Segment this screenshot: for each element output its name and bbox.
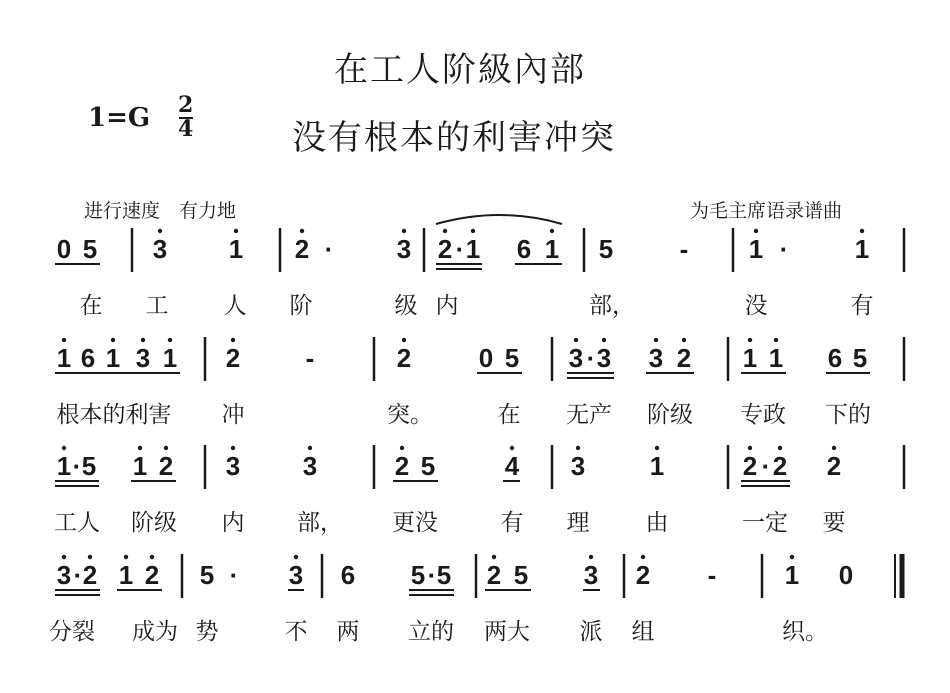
jianpu-note: 1 (544, 234, 560, 264)
jianpu-note: 1 (132, 451, 148, 481)
jianpu-note: 1 (748, 234, 764, 264)
jianpu-note: 1 (228, 234, 244, 264)
jianpu-note: 2 (396, 343, 412, 373)
jianpu-note: 6 (80, 343, 96, 373)
jianpu-note: 3 (302, 451, 318, 481)
jianpu-note: 3 (583, 560, 599, 590)
lyric-syllable: 不 (284, 619, 308, 645)
jianpu-note: 3 (225, 451, 241, 481)
high-octave-dot (158, 229, 162, 233)
lyric-syllable: 工 (145, 293, 169, 319)
lyric-syllable: 有 (850, 293, 874, 319)
lyric-syllable: 由 (645, 510, 669, 536)
jianpu-note: 0 (478, 343, 494, 373)
high-octave-dot (164, 446, 168, 450)
jianpu-note: 2 (676, 343, 692, 373)
jianpu-note: 1 (649, 451, 665, 481)
high-octave-dot (402, 338, 406, 342)
lyric-syllable: 没 (744, 293, 768, 319)
jianpu-note: 6 (827, 343, 843, 373)
jianpu-note: 1 (742, 343, 758, 373)
lyric-syllable: 立的 (408, 619, 454, 645)
lyric-syllable: 织。 (782, 619, 828, 645)
slur (436, 215, 562, 224)
time-bottom: 4 (178, 115, 194, 142)
jianpu-note: 3 (596, 343, 612, 373)
jianpu-note: 5 (852, 343, 868, 373)
high-octave-dot (832, 446, 836, 450)
high-octave-dot (641, 555, 645, 559)
jianpu-note: 5 (199, 560, 215, 590)
lyric-syllable: 无产 (566, 402, 612, 428)
jianpu-note: 2 (82, 560, 98, 590)
high-octave-dot (62, 555, 66, 559)
jianpu-note: 1 (56, 343, 72, 373)
high-octave-dot (141, 338, 145, 342)
jianpu-note: 4 (504, 451, 520, 481)
lyric-syllable: 成为 (132, 619, 178, 645)
sustain-dash: - (707, 560, 717, 590)
lyric-syllable: 内 (221, 510, 245, 536)
song-title-line2: 没有根本的利害冲突 (292, 118, 616, 158)
lyric-syllable: 阶级 (131, 510, 177, 536)
jianpu-note: 5 (420, 451, 436, 481)
jianpu-note: 2 (826, 451, 842, 481)
high-octave-dot (778, 446, 782, 450)
jianpu-note: 3 (568, 343, 584, 373)
lyric-syllable: 突。 (387, 402, 433, 428)
sustain-dash: - (305, 343, 315, 373)
lyric-syllable: 阶 (289, 293, 313, 319)
high-octave-dot (682, 338, 686, 342)
high-octave-dot (443, 229, 447, 233)
sustain-dash: - (679, 234, 689, 264)
jianpu-note: 1 (105, 343, 121, 373)
lyric-syllable: 人 (223, 293, 247, 319)
tempo-marking: 进行速度 有力地 (84, 200, 237, 222)
lyric-syllable: 部， (589, 293, 635, 319)
jianpu-note: 2 (225, 343, 241, 373)
jianpu-note: 3 (288, 560, 304, 590)
high-octave-dot (308, 446, 312, 450)
jianpu-note: 5 (82, 234, 98, 264)
lyric-syllable: 派 (579, 619, 603, 645)
jianpu-note: 6 (340, 560, 356, 590)
lyric-syllable: 更没 (392, 510, 438, 536)
augmentation-dot: · (761, 451, 771, 481)
augmentation-dot: · (73, 560, 83, 590)
high-octave-dot (400, 446, 404, 450)
high-octave-dot (589, 555, 593, 559)
jianpu-note: 2 (437, 234, 453, 264)
jianpu-note: 1 (465, 234, 481, 264)
jianpu-note: 3 (152, 234, 168, 264)
lyric-syllable: 阶级 (647, 402, 693, 428)
high-octave-dot (576, 446, 580, 450)
key-label: 1=G (88, 103, 151, 133)
augmentation-dot: · (455, 234, 465, 264)
jianpu-note: 1 (768, 343, 784, 373)
high-octave-dot (860, 229, 864, 233)
high-octave-dot (234, 229, 238, 233)
jianpu-note: 5 (598, 234, 614, 264)
high-octave-dot (402, 229, 406, 233)
lyric-syllable: 在 (497, 402, 521, 428)
lyric-syllable: 组 (631, 619, 655, 645)
high-octave-dot (111, 338, 115, 342)
high-octave-dot (124, 555, 128, 559)
time-top: 2 (178, 92, 194, 118)
augmentation-dot: · (779, 234, 789, 264)
high-octave-dot (138, 446, 142, 450)
jianpu-note: 2 (772, 451, 788, 481)
lyric-syllable: 理 (566, 510, 590, 536)
high-octave-dot (574, 338, 578, 342)
high-octave-dot (655, 446, 659, 450)
high-octave-dot (471, 229, 475, 233)
high-octave-dot (150, 555, 154, 559)
jianpu-note: 2 (635, 560, 651, 590)
high-octave-dot (654, 338, 658, 342)
credit-line: 为毛主席语录谱曲 (690, 200, 843, 222)
lyric-syllable: 工人 (54, 510, 100, 536)
high-octave-dot (62, 446, 66, 450)
jianpu-note: 2 (742, 451, 758, 481)
jianpu-note: 5 (410, 560, 426, 590)
lyric-syllable: 级 (394, 293, 418, 319)
jianpu-note: 5 (513, 560, 529, 590)
high-octave-dot (88, 555, 92, 559)
jianpu-note: 3 (396, 234, 412, 264)
lyric-syllable: 部， (297, 510, 343, 536)
jianpu-note: 3 (135, 343, 151, 373)
jianpu-note: 5 (81, 451, 97, 481)
lyric-syllable: 下的 (825, 402, 871, 428)
high-octave-dot (300, 229, 304, 233)
jianpu-note: 1 (56, 451, 72, 481)
high-octave-dot (231, 446, 235, 450)
augmentation-dot: · (324, 234, 334, 264)
jianpu-note: 2 (144, 560, 160, 590)
jianpu-note: 2 (294, 234, 310, 264)
jianpu-note: 5 (504, 343, 520, 373)
high-octave-dot (168, 338, 172, 342)
high-octave-dot (294, 555, 298, 559)
augmentation-dot: · (229, 560, 239, 590)
song-title-line1: 在工人阶級內部 (334, 50, 586, 90)
lyric-syllable: 有 (500, 510, 524, 536)
jianpu-note: 1 (118, 560, 134, 590)
jianpu-note: 0 (838, 560, 854, 590)
augmentation-dot: · (586, 343, 596, 373)
jianpu-note: 3 (648, 343, 664, 373)
lyric-syllable: 内 (435, 293, 459, 319)
lyric-syllable: 势 (195, 619, 219, 645)
high-octave-dot (231, 338, 235, 342)
lyric-syllable: 两 (336, 619, 360, 645)
high-octave-dot (62, 338, 66, 342)
lyric-syllable: 根本的利害 (56, 402, 172, 428)
high-octave-dot (510, 446, 514, 450)
high-octave-dot (748, 338, 752, 342)
lyric-syllable: 冲 (221, 402, 245, 428)
lyric-syllable: 要 (822, 510, 846, 536)
augmentation-dot: · (72, 451, 82, 481)
jianpu-note: 1 (854, 234, 870, 264)
high-octave-dot (550, 229, 554, 233)
high-octave-dot (774, 338, 778, 342)
jianpu-note: 2 (486, 560, 502, 590)
jianpu-note: 3 (56, 560, 72, 590)
jianpu-note: 3 (570, 451, 586, 481)
jianpu-note: 1 (784, 560, 800, 590)
jianpu-note: 2 (394, 451, 410, 481)
high-octave-dot (492, 555, 496, 559)
jianpu-note: 5 (436, 560, 452, 590)
high-octave-dot (748, 446, 752, 450)
lyric-syllable: 两大 (484, 619, 530, 645)
jianpu-note: 6 (516, 234, 532, 264)
jianpu-note: 1 (162, 343, 178, 373)
high-octave-dot (602, 338, 606, 342)
jianpu-note: 0 (56, 234, 72, 264)
lyric-syllable: 分裂 (49, 619, 95, 645)
lyric-syllable: 在 (79, 293, 103, 319)
lyric-syllable: 一定 (742, 510, 788, 536)
jianpu-note: 2 (158, 451, 174, 481)
high-octave-dot (790, 555, 794, 559)
lyric-syllable: 专政 (740, 402, 786, 428)
high-octave-dot (754, 229, 758, 233)
augmentation-dot: · (427, 560, 437, 590)
